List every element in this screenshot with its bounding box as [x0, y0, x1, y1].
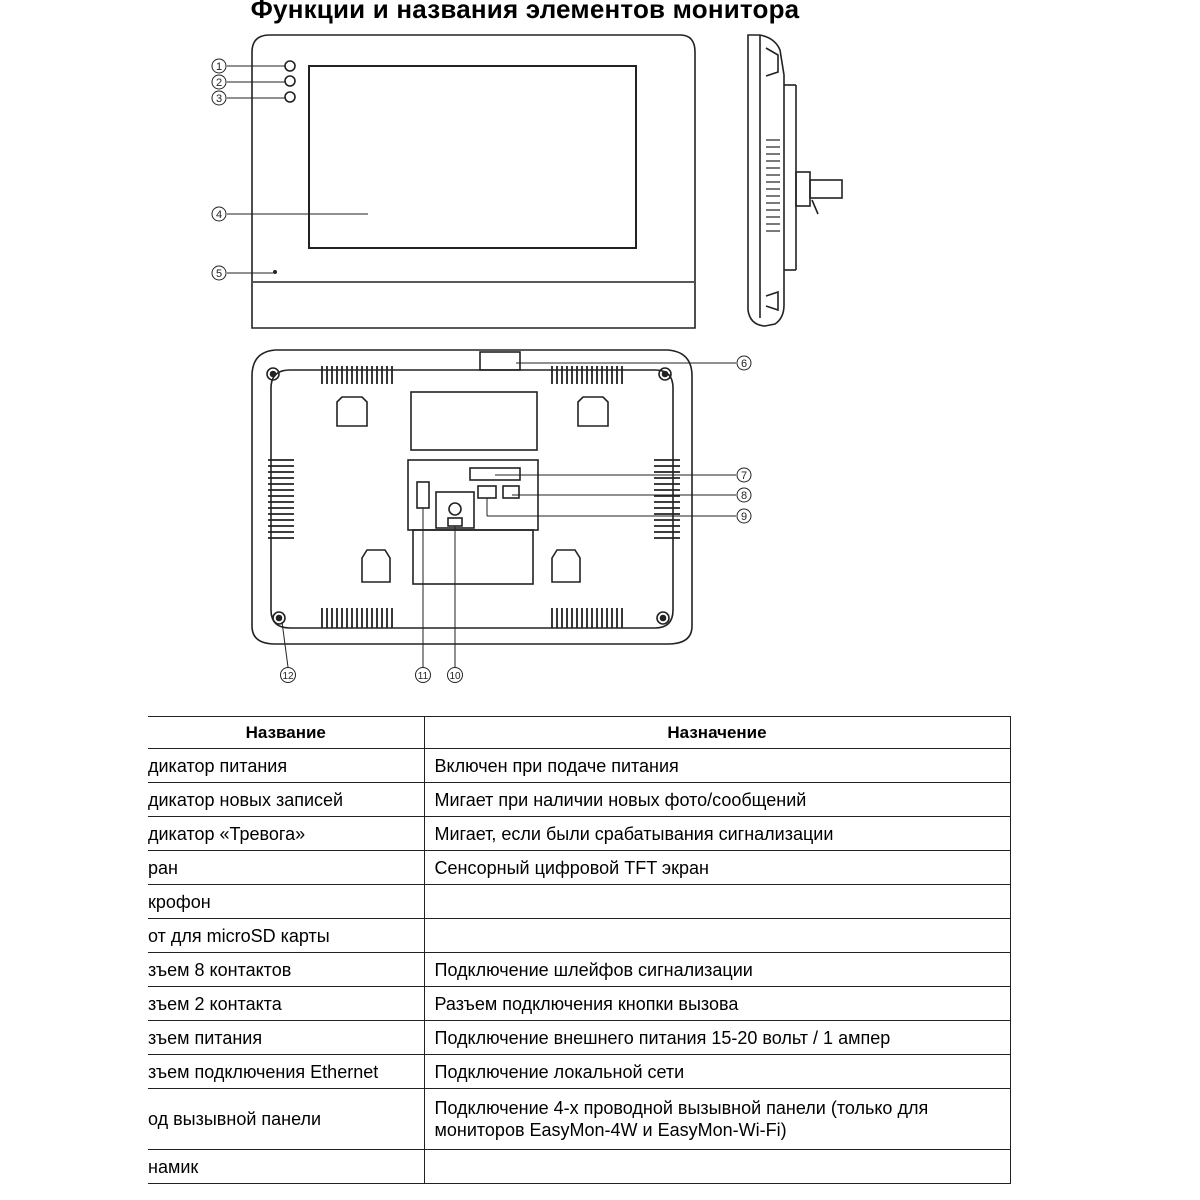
row-name: зъем питания	[148, 1021, 424, 1055]
row-purpose	[424, 885, 1010, 919]
row-name: од вызывной панели	[148, 1089, 424, 1150]
callout-6	[737, 356, 751, 370]
row-name: ран	[148, 851, 424, 885]
table-row	[148, 817, 1010, 851]
svg-text:9: 9	[740, 511, 748, 523]
power-indicator	[285, 61, 295, 71]
row-purpose: Включен при подаче питания	[424, 749, 1010, 783]
row-name: зъем 2 контакта	[148, 987, 424, 1021]
screen-outline	[309, 66, 636, 248]
table-row	[148, 953, 1010, 987]
table-row	[148, 749, 1010, 783]
table-row	[148, 1021, 1010, 1055]
call-button-connector	[478, 486, 496, 498]
svg-text:3: 3	[215, 93, 223, 105]
table-row	[148, 919, 1010, 953]
svg-text:2: 2	[215, 77, 223, 89]
svg-text:6: 6	[740, 358, 748, 370]
alarm-indicator	[285, 92, 295, 102]
microphone-hole	[274, 271, 276, 273]
svg-text:12: 12	[282, 671, 294, 682]
row-purpose: Подключение 4-х проводной вызывной панели (только для мониторов EasyMon-4W и EasyMon-Wi-Fi)	[424, 1089, 1010, 1150]
row-name: зъем подключения Ethernet	[148, 1055, 424, 1089]
table-row	[148, 1150, 1010, 1184]
table-row	[148, 1055, 1010, 1089]
svg-text:7: 7	[740, 470, 748, 482]
callout-8	[737, 488, 751, 502]
alarm-connector-8pin	[470, 468, 520, 480]
row-name: зъем 8 контактов	[148, 953, 424, 987]
callout-9	[737, 509, 751, 523]
callout-11	[416, 668, 431, 683]
svg-text:8: 8	[740, 490, 748, 502]
callout-10	[448, 668, 463, 683]
row-purpose: Разъем подключения кнопки вызова	[424, 987, 1010, 1021]
records-indicator	[285, 76, 295, 86]
elements-table	[148, 716, 1011, 1184]
svg-text:11: 11	[417, 671, 429, 682]
svg-text:5: 5	[215, 268, 223, 280]
row-name: дикатор питания	[148, 749, 424, 783]
row-purpose: Мигает при наличии новых фото/сообщений	[424, 783, 1010, 817]
callout-4	[212, 207, 226, 221]
callout-5	[212, 266, 226, 280]
call-panel-connector	[417, 482, 429, 508]
table-row	[148, 783, 1010, 817]
table-row	[148, 885, 1010, 919]
microsd-slot	[480, 352, 520, 370]
row-name: дикатор новых записей	[148, 783, 424, 817]
row-name: крофон	[148, 885, 424, 919]
row-purpose: Подключение локальной сети	[424, 1055, 1010, 1089]
row-purpose	[424, 919, 1010, 953]
svg-text:10: 10	[449, 671, 461, 682]
table-row	[148, 1089, 1010, 1150]
callout-3	[212, 91, 226, 105]
callout-1	[212, 59, 226, 73]
callout-7	[737, 468, 751, 482]
row-purpose: Мигает, если были срабатывания сигнализации	[424, 817, 1010, 851]
header-purpose: Назначение	[424, 717, 1010, 749]
row-name: дикатор «Тревога»	[148, 817, 424, 851]
svg-text:1: 1	[215, 61, 223, 73]
callout-2	[212, 75, 226, 89]
callout-12	[281, 668, 296, 683]
side-view	[748, 35, 842, 326]
row-name: от для microSD карты	[148, 919, 424, 953]
page-title: Функции и названия элементов монитора	[250, 0, 800, 24]
power-connector	[503, 486, 519, 498]
table-row	[148, 987, 1010, 1021]
header-name: Название	[148, 717, 424, 749]
row-purpose: Подключение шлейфов сигнализации	[424, 953, 1010, 987]
back-view	[252, 350, 692, 644]
side-vent-ribs	[766, 140, 780, 231]
table-header-row	[148, 717, 1010, 749]
row-name: намик	[148, 1150, 424, 1184]
callout-leaders	[227, 66, 736, 667]
front-view	[252, 35, 695, 328]
ethernet-port	[436, 492, 474, 528]
row-purpose	[424, 1150, 1010, 1184]
row-purpose: Сенсорный цифровой TFT экран	[424, 851, 1010, 885]
svg-text:4: 4	[215, 209, 223, 221]
table-row	[148, 851, 1010, 885]
row-purpose: Подключение внешнего питания 15-20 вольт / 1 ампер	[424, 1021, 1010, 1055]
